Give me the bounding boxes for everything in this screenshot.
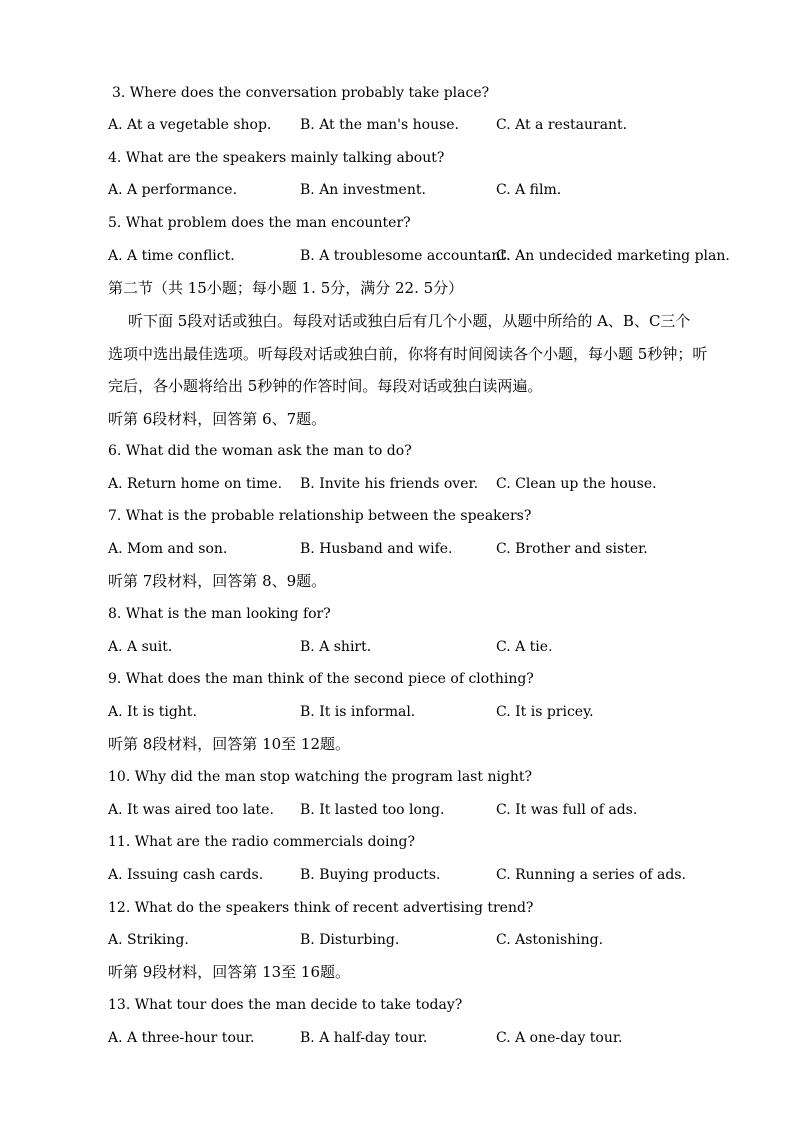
option-c: C. A film.: [496, 182, 562, 198]
question-text: 5. What problem does the man encounter?: [108, 215, 411, 231]
option-a: A. At a vegetable shop.: [108, 117, 272, 133]
option-b: B. Invite his friends over.: [300, 476, 479, 492]
material-heading-line: [0, 732, 793, 756]
option-c: C. A tie.: [496, 639, 553, 655]
question-line: [0, 211, 793, 235]
instructions-text: 听下面 5段对话或独白。每段对话或独白后有几个小题，从题中所给的 A、B、C三个: [128, 312, 691, 330]
options-line: [0, 635, 793, 659]
option-a: A. Mom and son.: [108, 541, 228, 557]
option-a: A. A three-hour tour.: [108, 1030, 255, 1046]
options-line: [0, 113, 793, 137]
section-heading: 第二节（共 15小题；每小题 1. 5分，满分 22. 5分）: [108, 279, 464, 297]
instructions-line: [0, 374, 793, 398]
option-c: C. A one-day tour.: [496, 1030, 623, 1046]
option-b: B. A half-day tour.: [300, 1030, 428, 1046]
question-line: [0, 830, 793, 854]
option-c: C. Clean up the house.: [496, 476, 657, 492]
option-b: B. A troublesome accountant.: [300, 248, 511, 264]
question-line: [0, 81, 793, 105]
option-a: A. Issuing cash cards.: [108, 867, 264, 883]
option-a: A. A performance.: [108, 182, 238, 198]
question-line: [0, 765, 793, 789]
question-text: 10. Why did the man stop watching the program last night?: [108, 769, 533, 785]
option-a: A. A time conflict.: [108, 248, 235, 264]
question-text: 6. What did the woman ask the man to do?: [108, 443, 412, 459]
options-line: [0, 700, 793, 724]
option-c: C. An undecided marketing plan.: [496, 248, 730, 264]
option-a: A. A suit.: [108, 639, 173, 655]
option-c: C. Running a series of ads.: [496, 867, 686, 883]
options-line: [0, 928, 793, 952]
material-heading: 听第 6段材料，回答第 6、7题。: [108, 410, 327, 428]
question-line: [0, 667, 793, 691]
options-line: [0, 798, 793, 822]
question-text: 13. What tour does the man decide to take today?: [108, 997, 463, 1013]
options-line: [0, 537, 793, 561]
question-text: 4. What are the speakers mainly talking about?: [108, 150, 445, 166]
options-line: [0, 1026, 793, 1050]
option-b: B. Husband and wife.: [300, 541, 453, 557]
option-c: C. Astonishing.: [496, 932, 604, 948]
option-c: C. It is pricey.: [496, 704, 594, 720]
option-c: C. Brother and sister.: [496, 541, 648, 557]
options-line: [0, 244, 793, 268]
material-heading-line: [0, 407, 793, 431]
material-heading: 听第 9段材料，回答第 13至 16题。: [108, 963, 351, 981]
question-text: 11. What are the radio commercials doing?: [108, 834, 415, 850]
option-c: C. At a restaurant.: [496, 117, 628, 133]
question-text: 12. What do the speakers think of recent advertising trend?: [108, 900, 534, 916]
option-a: A. It was aired too late.: [108, 802, 274, 818]
question-text: 9. What does the man think of the second piece of clothing?: [108, 671, 534, 687]
option-b: B. At the man's house.: [300, 117, 460, 133]
question-line: [0, 602, 793, 626]
instructions-text: 完后，各小题将给出 5秒钟的作答时间。每段对话或独白读两遍。: [108, 377, 543, 395]
material-heading-line: [0, 960, 793, 984]
material-heading: 听第 8段材料，回答第 10至 12题。: [108, 735, 351, 753]
question-text: 3. Where does the conversation probably take place?: [112, 85, 490, 101]
instructions-line: [0, 342, 793, 366]
options-line: [0, 863, 793, 887]
instructions-text: 选项中选出最佳选项。听每段对话或独白前，你将有时间阅读各个小题，每小题 5秒钟；听: [108, 345, 708, 363]
option-c: C. It was full of ads.: [496, 802, 638, 818]
instructions-line: [0, 309, 793, 333]
question-line: [0, 993, 793, 1017]
question-line: [0, 146, 793, 170]
option-b: B. A shirt.: [300, 639, 372, 655]
option-b: B. Disturbing.: [300, 932, 400, 948]
question-line: [0, 504, 793, 528]
option-b: B. An investment.: [300, 182, 426, 198]
material-heading-line: [0, 569, 793, 593]
question-text: 8. What is the man looking for?: [108, 606, 331, 622]
material-heading: 听第 7段材料，回答第 8、9题。: [108, 572, 327, 590]
options-line: [0, 178, 793, 202]
question-line: [0, 896, 793, 920]
option-a: A. Return home on time.: [108, 476, 283, 492]
options-line: [0, 472, 793, 496]
option-b: B. It is informal.: [300, 704, 416, 720]
question-line: [0, 439, 793, 463]
section-heading-line: [0, 276, 793, 300]
question-text: 7. What is the probable relationship between the speakers?: [108, 508, 532, 524]
option-a: A. Striking.: [108, 932, 189, 948]
option-a: A. It is tight.: [108, 704, 197, 720]
option-b: B. Buying products.: [300, 867, 441, 883]
option-b: B. It lasted too long.: [300, 802, 445, 818]
